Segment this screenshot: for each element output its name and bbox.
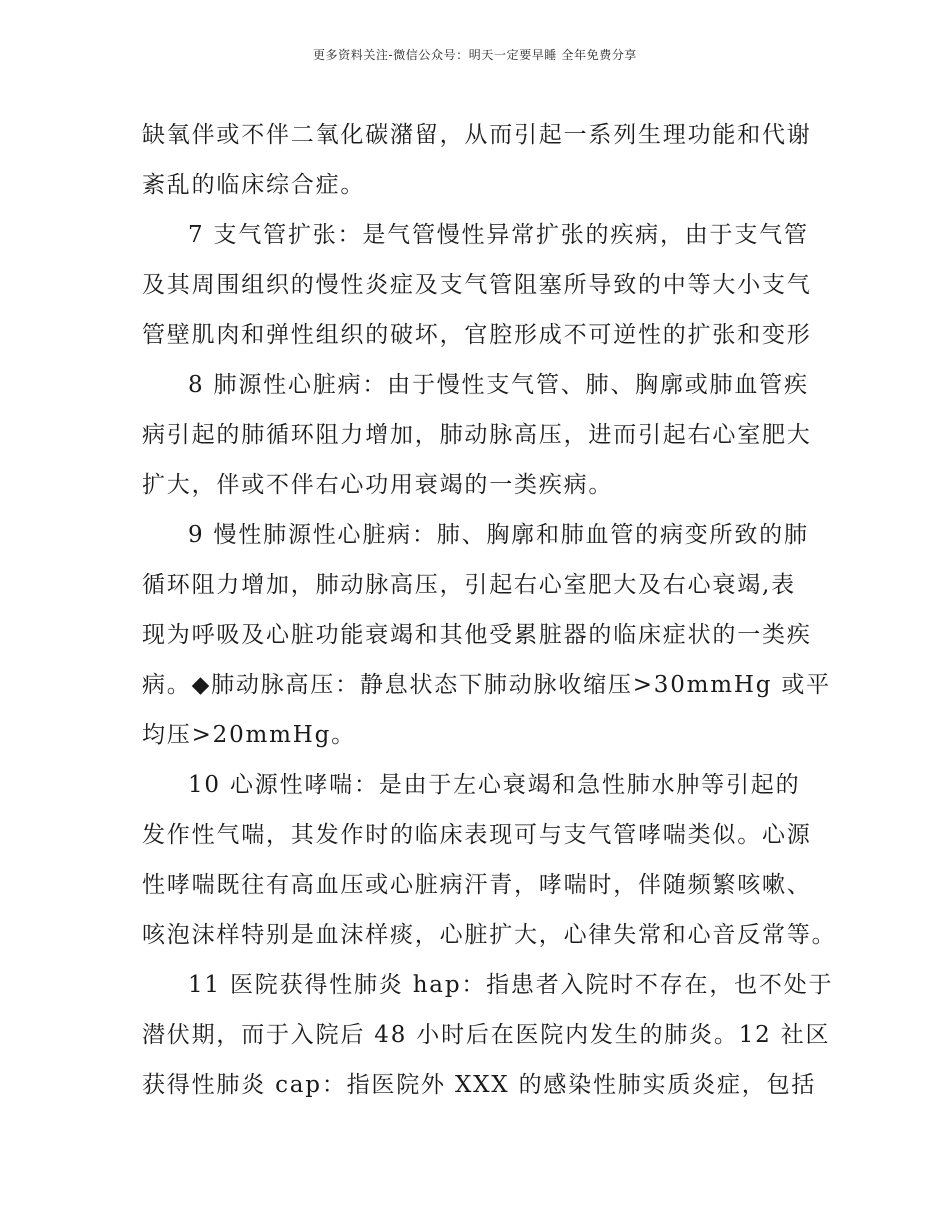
text-line: 缺氧伴或不伴二氧化碳潴留，从而引起一系列生理功能和代谢	[142, 122, 812, 148]
text-line: 获得性肺炎 cap：指医院外 XXX 的感染性肺实质炎症，包括	[142, 1072, 817, 1098]
text-line: 现为呼吸及心脏功能衰竭和其他受累脏器的临床症状的一类疾	[142, 622, 812, 648]
text-line: 病。◆肺动脉高压：静息状态下肺动脉收缩压>30mmHg 或平	[142, 672, 831, 698]
text-line: 性哮喘既往有高血压或心脏病汗青，哮喘时，伴随频繁咳嗽、	[142, 872, 812, 898]
text-line: 紊乱的临床综合症。	[142, 172, 366, 198]
page-header: 更多资料关注-微信公众号：明天一定要早睡 全年免费分享	[312, 48, 638, 62]
paragraph-start-line: 9 慢性肺源性心脏病：肺、胸廓和肺血管的病变所致的肺	[188, 522, 809, 548]
text-line: 扩大，伴或不伴右心功用衰竭的一类疾病。	[142, 472, 614, 498]
text-line: 及其周围组织的慢性炎症及支气管阻塞所导致的中等大小支气	[142, 272, 812, 298]
paragraph-start-line: 10 心源性哮喘：是由于左心衰竭和急性肺水肿等引起的	[188, 772, 801, 798]
paragraph-start-line: 8 肺源性心脏病：由于慢性支气管、肺、胸廓或肺血管疾	[188, 372, 809, 398]
text-line: 管壁肌肉和弹性组织的破坏，官腔形成不可逆性的扩张和变形	[142, 322, 812, 348]
text-line: 病引起的肺循环阻力增加，肺动脉高压，进而引起右心室肥大	[142, 422, 812, 448]
text-line: 循环阻力增加，肺动脉高压，引起右心室肥大及右心衰竭,表	[142, 572, 796, 598]
text-line: 潜伏期，而于入院后 48 小时后在医院内发生的肺炎。12 社区	[142, 1022, 831, 1048]
text-line: 发作性气喘，其发作时的临床表现可与支气管哮喘类似。心源	[142, 822, 812, 848]
text-line: 均压>20mmHg。	[142, 722, 356, 748]
paragraph-start-line: 7 支气管扩张：是气管慢性异常扩张的疾病，由于支气管	[188, 222, 809, 248]
paragraph-start-line: 11 医院获得性肺炎 hap：指患者入院时不存在，也不处于	[188, 972, 834, 998]
text-line: 咳泡沫样特别是血沫样痰，心脏扩大，心律失常和心音反常等。	[142, 922, 837, 948]
